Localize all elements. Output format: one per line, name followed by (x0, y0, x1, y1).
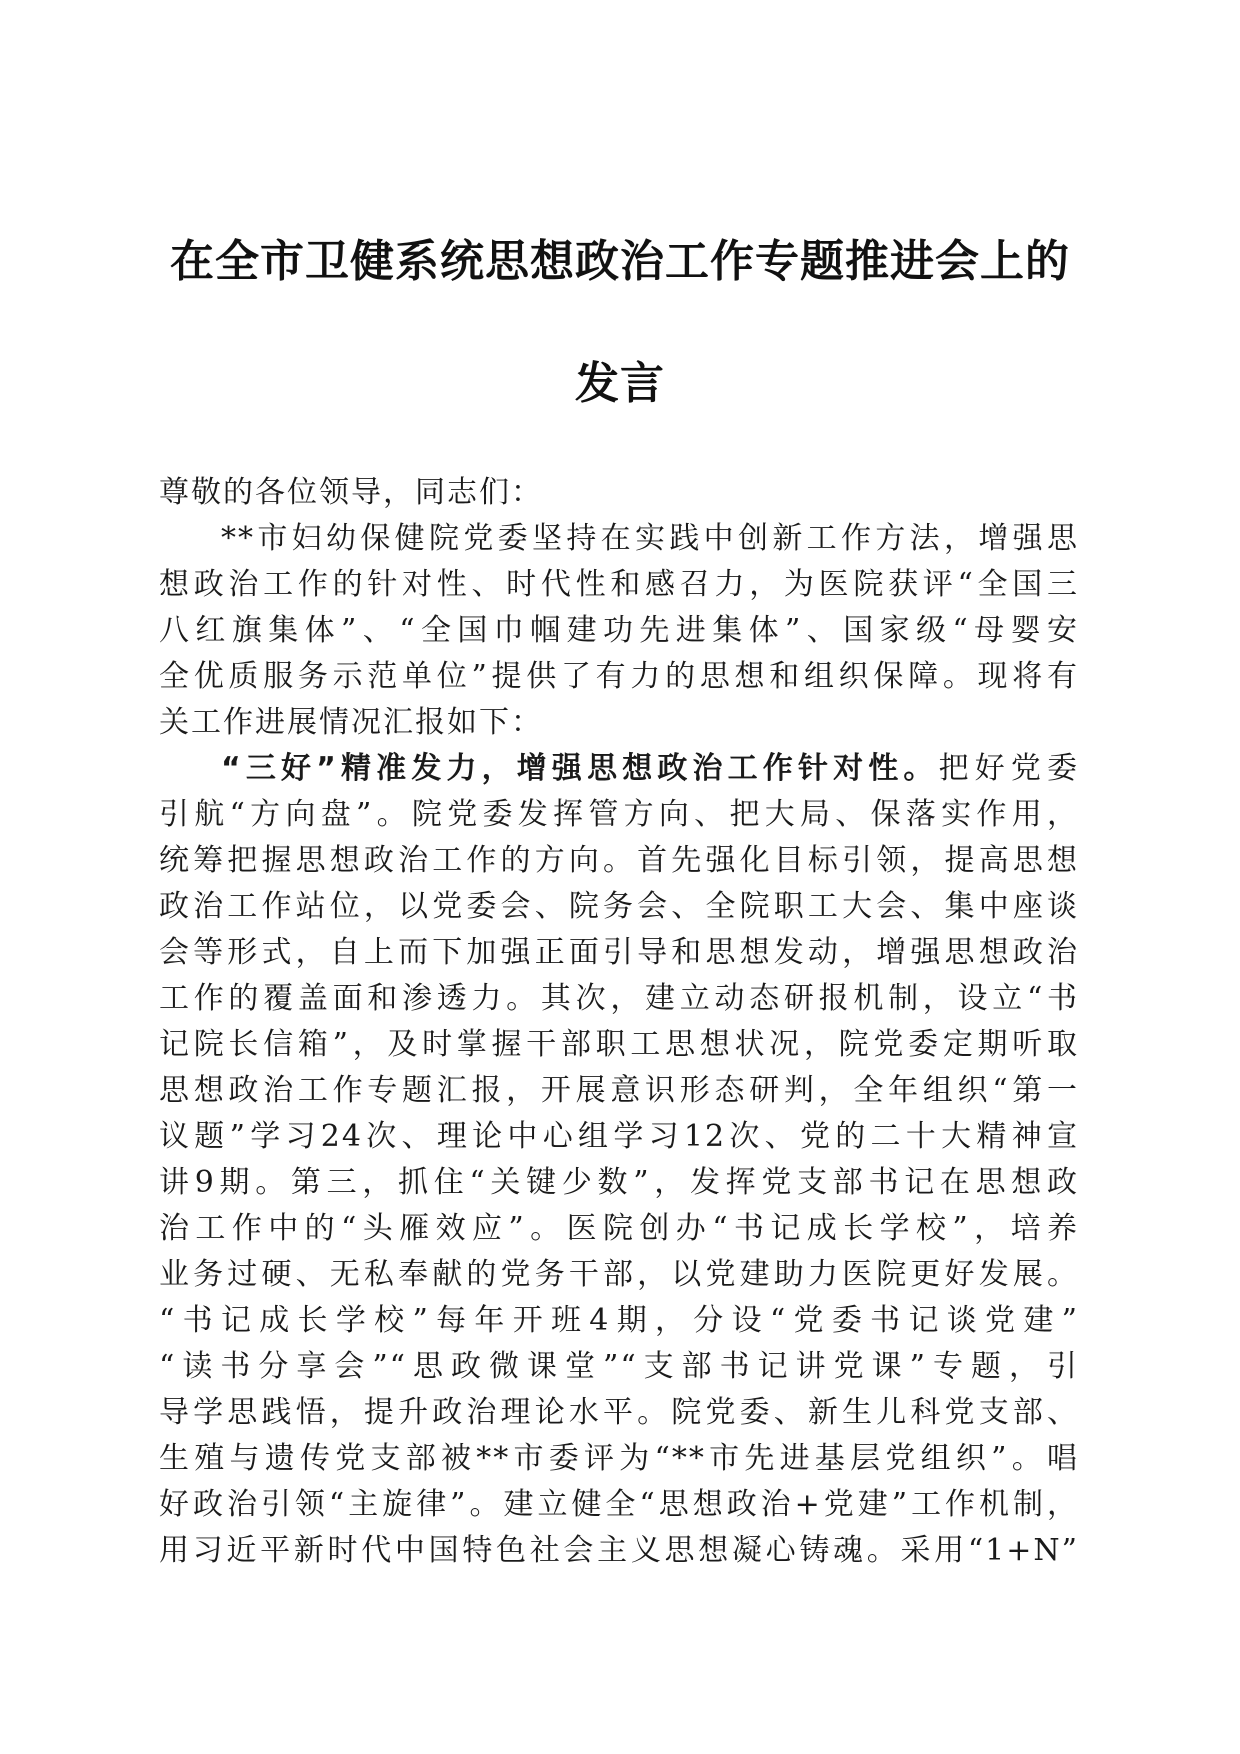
paragraph-line: 用习近平新时代中国特色社会主义思想凝心铸魂。采用“1+N” (159, 1533, 1079, 1568)
document-body (159, 470, 1079, 1574)
section-first-line (159, 746, 1079, 792)
paragraph-line: 会等形式，自上而下加强正面引导和思想发动，增强思想政治 (159, 935, 1079, 970)
paragraph-line: 导学思践悟，提升政治理论水平。院党委、新生儿科党支部、 (159, 1395, 1079, 1430)
paragraph-line: 全优质服务示范单位”提供了有力的思想和组织保障。现将有 (159, 659, 1079, 694)
paragraph-line: 业务过硬、无私奉献的党务干部，以党建助力医院更好发展。 (159, 1257, 1079, 1292)
document-title-line-2: 发言 (575, 358, 665, 409)
paragraph-line: 好政治引领“主旋律”。建立健全“思想政治+党建”工作机制， (159, 1487, 1079, 1522)
paragraph-line: 引航“方向盘”。院党委发挥管方向、把大局、保落实作用， (159, 797, 1079, 832)
paragraph-line: **市妇幼保健院党委坚持在实践中创新工作方法，增强思 (221, 521, 1079, 556)
salutation: 尊敬的各位领导，同志们： (159, 475, 543, 510)
paragraph-line: 政治工作站位，以党委会、院务会、全院职工大会、集中座谈 (159, 889, 1079, 924)
paragraph-line: 生殖与遗传党支部被**市委评为“**市先进基层党组织”。唱 (159, 1441, 1079, 1476)
document-title-line-1: 在全市卫健系统思想政治工作专题推进会上的 (170, 236, 1070, 287)
section-heading: “三好”精准发力，增强思想政治工作针对性。 (221, 751, 939, 786)
paragraph-line: 讲9期。第三，抓住“关键少数”，发挥党支部书记在思想政 (159, 1165, 1079, 1200)
paragraph-line: 思想政治工作专题汇报，开展意识形态研判，全年组织“第一 (159, 1073, 1079, 1108)
paragraph-line: 工作的覆盖面和渗透力。其次，建立动态研报机制，设立“书 (159, 981, 1079, 1016)
section-first-line-text: 把好党委 (938, 751, 1079, 786)
paragraph-line: 记院长信箱”，及时掌握干部职工思想状况，院党委定期听取 (159, 1027, 1079, 1062)
paragraph-line: 统筹把握思想政治工作的方向。首先强化目标引领，提高思想 (159, 843, 1079, 878)
paragraph-line: 想政治工作的针对性、时代性和感召力，为医院获评“全国三 (159, 567, 1079, 602)
paragraph-line: 八红旗集体”、“全国巾帼建功先进集体”、国家级“母婴安 (159, 613, 1079, 648)
paragraph-line: 关工作进展情况汇报如下： (159, 705, 543, 740)
paragraph-line: 治工作中的“头雁效应”。医院创办“书记成长学校”，培养 (159, 1211, 1079, 1246)
paragraph-line: “读书分享会”“思政微课堂”“支部书记讲党课”专题，引 (159, 1349, 1079, 1384)
paragraph-line: 议题”学习24次、理论中心组学习12次、党的二十大精神宣 (159, 1119, 1079, 1154)
paragraph-line: “书记成长学校”每年开班4期，分设“党委书记谈党建” (159, 1303, 1079, 1338)
